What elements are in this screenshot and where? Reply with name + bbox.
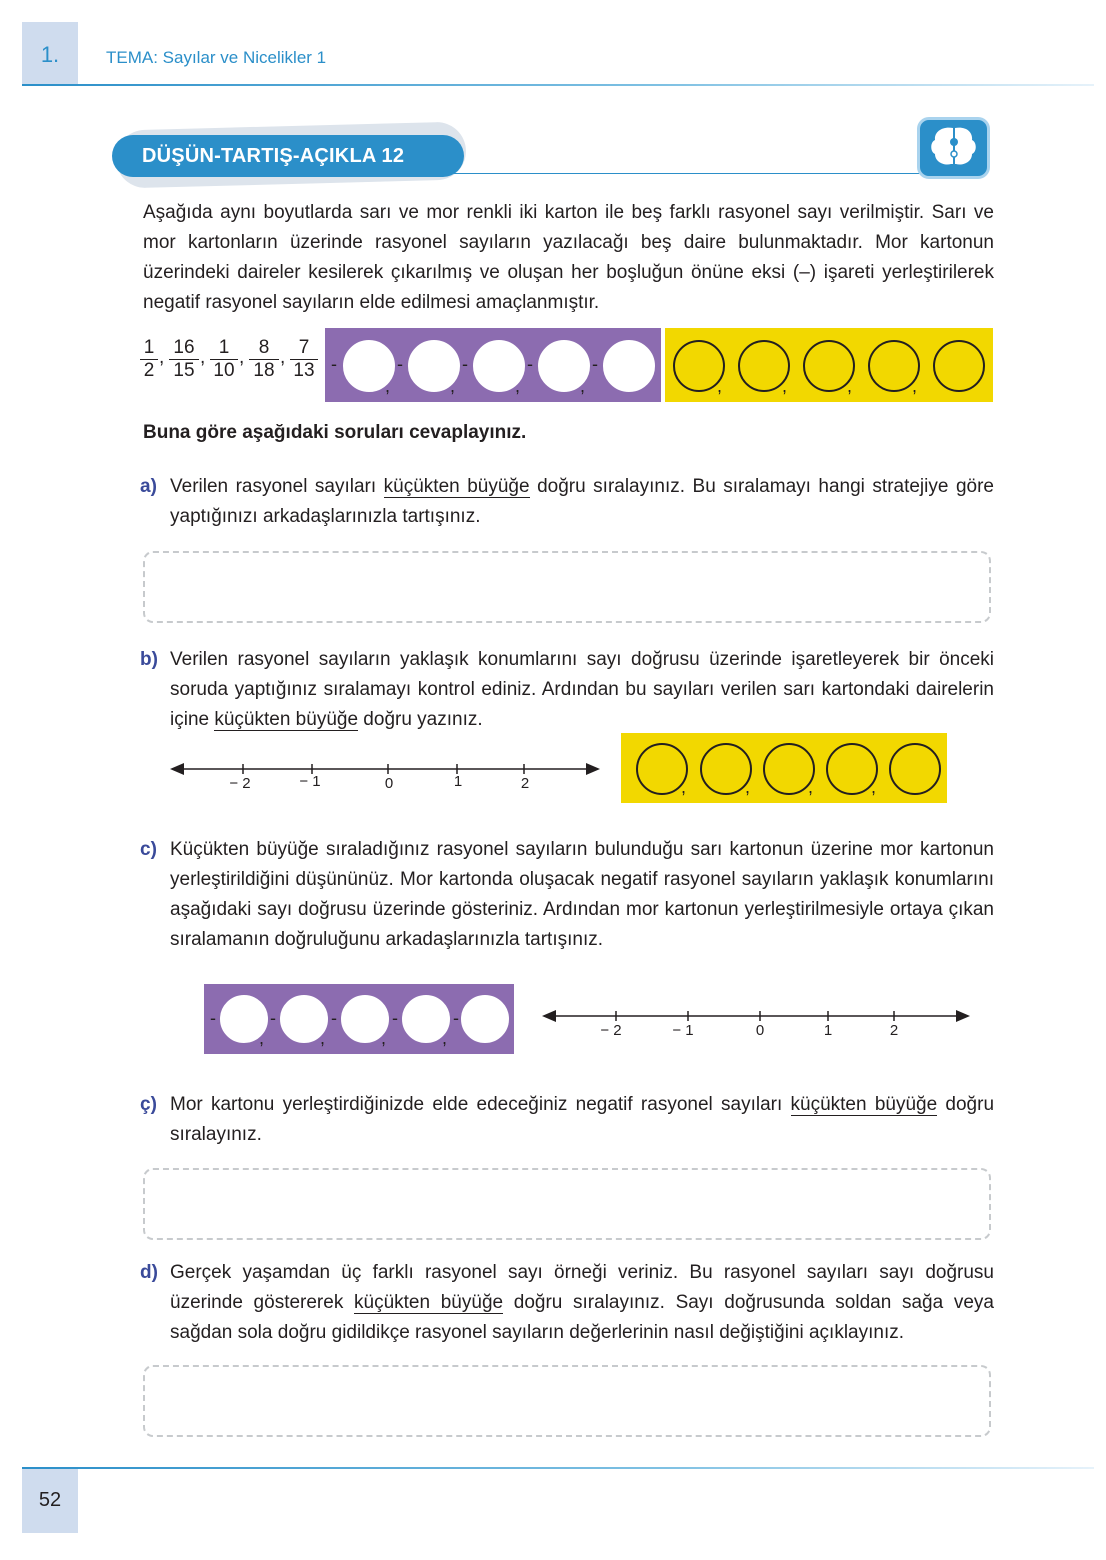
question-label: a): [140, 476, 157, 497]
minus-sign: -: [331, 354, 337, 374]
comma: ,: [442, 1028, 448, 1048]
fraction-denominator: 15: [173, 360, 195, 381]
cutout-circle[interactable]: [603, 340, 655, 392]
tick-label: − 2: [600, 1022, 622, 1039]
comma: ,: [450, 376, 456, 396]
comma: ,: [580, 376, 586, 396]
fraction-numerator: 1: [140, 337, 158, 360]
question-label: ç): [140, 1094, 157, 1115]
question-text-part: Gerçek yaşamdan üç farklı rasyonel sayı örneği veriniz. Bu rasyonel sayıları sayı doğrusu üzerinde göstererek: [170, 1262, 994, 1313]
tick-label: 0: [755, 1022, 765, 1039]
theme-title: TEMA: Sayılar ve Nicelikler 1: [106, 48, 327, 67]
minus-sign: -: [462, 354, 468, 374]
comma: ,: [745, 777, 751, 797]
header-divider: [22, 84, 1094, 86]
question-text-part: Verilen rasyonel sayıların yaklaşık konumlarını sayı doğrusu üzerinde işaretleyerek bir önceki soruda yaptığınız sıralamayı kontrol ediniz. Ardından bu sayıları verilen sarı kartondaki dairelerin içine: [170, 649, 994, 730]
minus-sign: -: [392, 1008, 398, 1028]
answer-box-a[interactable]: [143, 551, 991, 623]
minus-sign: -: [527, 354, 533, 374]
question-label: c): [140, 839, 157, 860]
underlined-phrase: küçükten büyüğe: [214, 709, 359, 730]
fraction-denominator: 2: [143, 360, 155, 381]
minus-sign: -: [210, 1008, 216, 1028]
comma: ,: [515, 376, 521, 396]
minus-sign: -: [270, 1008, 276, 1028]
fraction-numerator: 1: [210, 337, 238, 360]
tick-label: 1: [453, 773, 463, 790]
tick-label: − 1: [299, 773, 321, 790]
cutout-circle[interactable]: [461, 995, 509, 1043]
comma: ,: [912, 376, 918, 396]
answer-circle[interactable]: [889, 743, 941, 795]
comma: ,: [385, 376, 391, 396]
fraction-numerator: 16: [169, 337, 199, 360]
brain-puzzle-icon: [917, 117, 990, 179]
underlined-phrase: küçükten büyüğe: [790, 1094, 938, 1115]
underlined-phrase: küçükten büyüğe: [383, 476, 530, 497]
intro-paragraph: Aşağıda aynı boyutlarda sarı ve mor renkli iki karton ile beş farklı rasyonel sayı verilmiştir. Sarı ve mor kartonların üzerinde rasyonel sayıların yazılacağı beş daire bulunmaktadır. Mor kartonun üzerindeki daireler kesilerek çıkarılmış ve oluşan her boşluğun önüne eksi (–) işareti yerleştirilerek negatif rasyonel sayıların elde edilmesi amaçlanmıştır.: [143, 202, 994, 313]
purple-card: [325, 328, 661, 402]
purple-card: [204, 984, 514, 1054]
answer-circle[interactable]: [933, 340, 985, 392]
question-text-part: Verilen rasyonel sayıları: [170, 476, 384, 497]
question-text-part: doğru sıralayınız. Bu sıralamayı hangi stratejiye göre yaptığınızı arkadaşlarınızla tartışınız.: [170, 476, 994, 527]
question-text-part: Mor kartonu yerleştirdiğinizde elde edeceğiniz negatif rasyonel sayıları: [170, 1094, 791, 1115]
tick-label: − 1: [672, 1022, 694, 1039]
tick-label: 0: [384, 775, 394, 792]
banner-rule: [440, 173, 922, 174]
question-text-part: doğru sıralayınız.: [170, 1094, 995, 1145]
section-banner: [112, 135, 464, 177]
comma: ,: [808, 777, 814, 797]
question-text-part: doğru yazınız.: [358, 709, 483, 730]
tick-label: 1: [823, 1022, 833, 1039]
number-line-c[interactable]: [542, 1004, 970, 1044]
fraction-denominator: 13: [293, 360, 315, 381]
tick-label: 2: [889, 1022, 899, 1039]
tick-label: 2: [520, 775, 530, 792]
comma: ,: [239, 347, 245, 368]
comma: ,: [717, 376, 723, 396]
question-text: [170, 1258, 994, 1348]
footer-divider: [22, 1467, 1094, 1469]
unit-number-box: [22, 22, 78, 84]
question-label: b): [140, 649, 158, 670]
comma: ,: [847, 376, 853, 396]
fraction: [290, 337, 318, 382]
comma: ,: [280, 347, 286, 368]
section-title: DÜŞÜN-TARTIŞ-AÇIKLA 12: [142, 145, 405, 167]
comma: ,: [259, 1028, 265, 1048]
comma: ,: [159, 347, 165, 368]
question-text: [170, 645, 994, 735]
comma: ,: [320, 1028, 326, 1048]
fraction: [140, 337, 158, 382]
yellow-card: [665, 328, 993, 402]
fraction-numerator: 8: [249, 337, 279, 360]
underlined-phrase: küçükten büyüğe: [354, 1292, 504, 1313]
fraction-numerator: 7: [290, 337, 318, 360]
yellow-card: [621, 733, 947, 803]
comma: ,: [782, 376, 788, 396]
question-label: d): [140, 1262, 158, 1283]
fraction: [249, 337, 279, 382]
answer-box-c-cedilla[interactable]: [143, 1168, 991, 1240]
fraction: [169, 337, 199, 382]
fraction: [210, 337, 238, 382]
question-text: [170, 1090, 994, 1150]
question-text: [170, 472, 994, 532]
comma: ,: [871, 777, 877, 797]
minus-sign: -: [453, 1008, 459, 1028]
comma: ,: [381, 1028, 387, 1048]
page-number: 52: [38, 1489, 62, 1511]
page-number-box: [22, 1469, 78, 1533]
unit-number: 1.: [40, 42, 60, 67]
comma: ,: [681, 777, 687, 797]
instruction-heading: Buna göre aşağıdaki soruları cevaplayınız.: [143, 422, 527, 443]
minus-sign: -: [397, 354, 403, 374]
question-text-part: doğru sıralayınız. Sayı doğrusunda soldan sağa veya sağdan sola doğru gidildikçe rasyonel sayıların değerlerinin nasıl değiştiğini açıklayınız.: [170, 1292, 994, 1343]
minus-sign: -: [592, 354, 598, 374]
comma: ,: [200, 347, 206, 368]
tick-label: − 2: [229, 775, 251, 792]
answer-box-d[interactable]: [143, 1365, 991, 1437]
question-text: Küçükten büyüğe sıraladığınız rasyonel sayıların bulunduğu sarı kartonun üzerine mor kartonun yerleştirildiğini düşününüz. Mor kartonda oluşacak negatif rasyonel sayıların yaklaşık konumlarını aşağıdaki sayı doğrusu üzerinde gösteriniz. Ardından mor kartonun yerleştirilmesiyle ortaya çıkan sıralamanın doğruluğunu arkadaşlarınızla tartışınız.: [170, 839, 994, 950]
minus-sign: -: [331, 1008, 337, 1028]
fraction-denominator: 18: [253, 360, 275, 381]
number-line-b[interactable]: [170, 755, 600, 795]
fraction-denominator: 10: [213, 360, 235, 381]
